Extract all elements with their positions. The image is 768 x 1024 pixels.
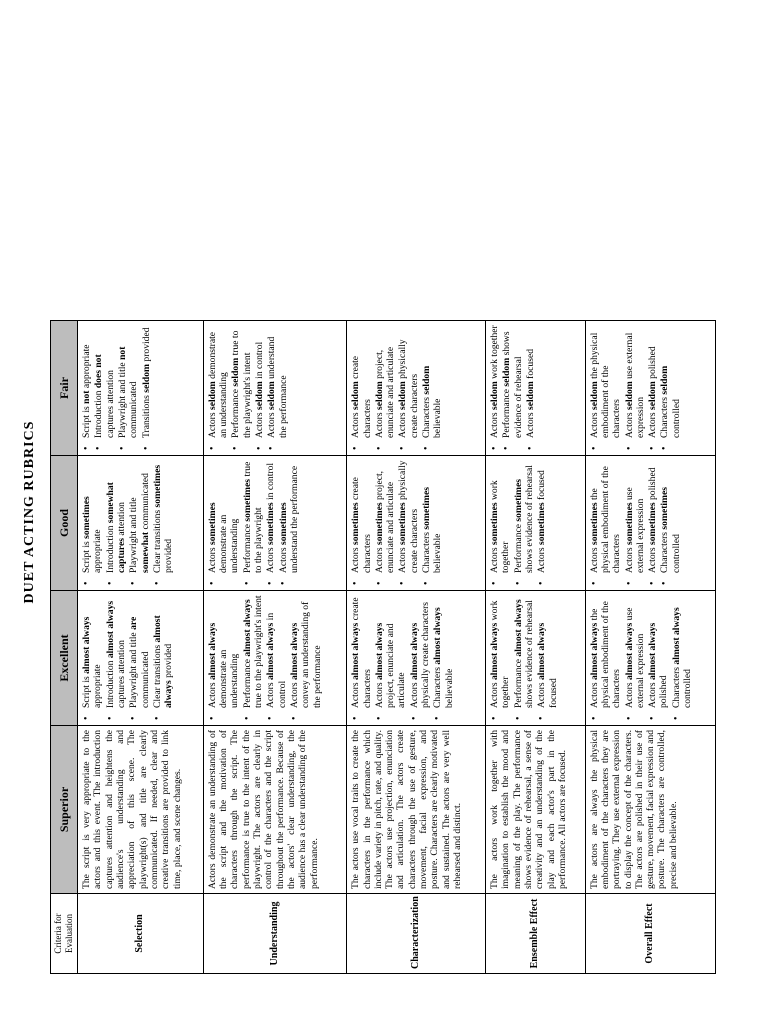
list-item [397, 460, 420, 573]
item-text: Script is [81, 538, 92, 573]
item-text: believable [432, 398, 444, 438]
item-text: the physical embodiment of the characters [588, 601, 623, 708]
emphasis-text: seldom [350, 381, 362, 411]
item-text: Actors [489, 545, 500, 573]
document-title: DUET ACTING RUBRICS [22, 420, 37, 604]
list-item [501, 325, 524, 438]
superior-description: The actors use vocal traits to create the characters in the performance which include variety in pitch, rate, and quality. The actors use projection, enunciation and articulation. The actors create characters through the use of gesture, movement, facial expression, and posture. Characters are clearly motivated and sustained. The actors are very well rehearsed and distinct. [347, 726, 486, 894]
list-item [489, 460, 512, 573]
emphasis-text: sometimes [397, 502, 409, 546]
item-text: Characters [659, 529, 671, 573]
item-text: Characters [421, 529, 433, 573]
superior-description: The actors are always the physical embodiment of the characters they are portraying. They use external expression to display the concept of the characters. The actors are polished in their use of gesture, movement, facial expression and posture. The characters are controlled, precise and believable. [585, 726, 715, 894]
item-text: Actors [350, 680, 362, 708]
item-text: Introduction [93, 388, 105, 438]
item-text: in control [254, 341, 265, 382]
list-item [278, 460, 301, 573]
emphasis-text: seldom [647, 381, 659, 411]
item-text: in control [265, 612, 288, 708]
emphasis-text: almost always [408, 622, 420, 681]
excellent-cell [203, 591, 346, 726]
emphasis-text: almost always [512, 599, 524, 657]
item-text: Script is [81, 403, 92, 438]
item-text: Actors [588, 410, 600, 438]
item-text: Actors [647, 410, 659, 438]
list-item [489, 325, 500, 438]
emphasis-text: almost always [241, 599, 253, 657]
item-text: Introduction [104, 523, 116, 573]
item-text: demonstrate an understanding [218, 514, 241, 573]
item-text: in control [265, 462, 277, 503]
item-text: work together [489, 325, 500, 382]
item-text: Actors [623, 545, 635, 573]
item-text: controlled [670, 399, 682, 438]
item-text: project, enunciate and articulate [373, 346, 397, 438]
good-cell [347, 456, 486, 591]
item-text: Actors [489, 410, 500, 438]
emphasis-text: almost always [206, 622, 218, 681]
list-item [421, 460, 444, 573]
item-text: Transitions [140, 392, 152, 438]
emphasis-text: seldom [421, 365, 433, 395]
item-text: work together [489, 480, 512, 573]
item-text: true to the playwright's intent [230, 330, 253, 438]
item-text: Performance [512, 656, 524, 708]
emphasis-text: sometimes [536, 502, 548, 546]
item-text: understand the performance [288, 465, 300, 573]
item-text: Script is [81, 673, 92, 708]
emphasis-text: seldom [623, 381, 635, 411]
item-text: Actors [288, 680, 300, 708]
list-item [589, 325, 623, 438]
emphasis-text: almost always [588, 622, 600, 681]
emphasis-text: almost always [489, 622, 500, 681]
list-item [265, 595, 288, 708]
bullet-list [81, 325, 152, 451]
emphasis-text: almost always [670, 607, 682, 665]
emphasis-text: sometimes [623, 502, 635, 546]
list-item [350, 595, 373, 708]
emphasis-text: seldom [266, 381, 278, 411]
item-text: Actors [373, 545, 385, 573]
list-item [624, 325, 647, 438]
list-item [93, 325, 116, 438]
item-text: understand the performance [266, 336, 289, 438]
item-text: provided [163, 538, 175, 573]
bullet-list [207, 325, 289, 451]
item-text: Performance [501, 386, 513, 438]
excellent-cell [78, 591, 204, 726]
list-item [374, 460, 397, 573]
list-item [647, 595, 670, 708]
fair-cell [203, 321, 346, 456]
item-text: communicated [139, 651, 151, 708]
item-text: Actors [489, 680, 500, 708]
excellent-cell [486, 591, 586, 726]
item-text: Actors [277, 545, 289, 573]
emphasis-text: almost always [265, 622, 277, 681]
excellent-cell [585, 591, 715, 726]
emphasis-text: almost always [151, 615, 175, 708]
emphasis-text: not [116, 346, 128, 360]
emphasis-text: seldom [140, 363, 152, 393]
criteria-cell: Selection [78, 894, 204, 974]
item-text: Actors [623, 680, 635, 708]
fair-cell [486, 321, 586, 456]
criteria-cell: Characterization [347, 894, 486, 974]
item-text: Performance [512, 521, 524, 573]
emphasis-text: sometimes [206, 502, 218, 546]
list-item [374, 595, 408, 708]
list-item [242, 595, 265, 708]
list-item [647, 325, 658, 438]
item-text: the physical embodiment of the characters [588, 332, 623, 438]
bullet-list [350, 325, 444, 451]
header-row [51, 21, 78, 974]
item-text: Actors [397, 545, 409, 573]
list-item [350, 460, 373, 573]
criteria-cell: Ensemble Effect [486, 894, 586, 974]
list-item [128, 595, 151, 708]
item-text: the physical embodiment of the characters [588, 466, 623, 573]
emphasis-text: somewhat captures [104, 482, 127, 573]
item-text: Playwright and title [128, 629, 140, 708]
good-cell [585, 456, 715, 591]
list-item [513, 460, 536, 573]
list-item [105, 595, 128, 708]
item-text: Clear transitions [151, 642, 163, 708]
item-text: Actors [350, 410, 362, 438]
item-text: Performance [241, 656, 253, 708]
bullet-list [350, 595, 455, 721]
list-item [397, 325, 420, 438]
item-text: demonstrate an understanding [218, 649, 241, 708]
bullet-list [207, 595, 323, 721]
emphasis-text: almost always [373, 622, 385, 681]
item-text: create characters [350, 355, 373, 438]
header-excellent: Excellent [51, 591, 78, 726]
criteria-cell: Overall Effect [585, 894, 715, 974]
list-item [525, 325, 536, 438]
item-text: physically create characters [420, 602, 432, 708]
fair-cell [347, 321, 486, 456]
item-text: polished [647, 346, 659, 382]
item-text: communicated [139, 473, 151, 532]
emphasis-text: seldom [489, 381, 500, 411]
list-item [659, 460, 682, 573]
item-text: Actors [373, 680, 385, 708]
list-item [489, 595, 512, 708]
emphasis-text: almost always [647, 622, 659, 681]
item-text: Actors [266, 410, 278, 438]
emphasis-text: seldom [588, 381, 600, 411]
list-item [350, 325, 373, 438]
list-item [265, 460, 276, 573]
item-text: focused [536, 470, 548, 503]
item-text: shows evidence of rehearsal [501, 331, 524, 438]
bullet-list [589, 325, 683, 451]
item-text: Actors [206, 545, 218, 573]
list-item [266, 325, 289, 438]
list-item [513, 595, 536, 708]
item-text: Characters [670, 664, 682, 708]
list-item [421, 325, 444, 438]
item-text: Characters [421, 394, 433, 438]
criteria-cell: Understanding [203, 894, 346, 974]
emphasis-text: seldom [254, 381, 265, 411]
item-text: appropriate [92, 529, 104, 573]
list-item [207, 460, 241, 573]
emphasis-text: seldom [397, 381, 409, 411]
superior-description: The actors work together with imagination to establish the mood and meaning of the play. The performance shows evidence of rehearsal, a sense of creativity and an understanding of the play and each actor's part in the performance. All actors are focused. [486, 726, 586, 894]
table-row [203, 21, 346, 974]
list-item [81, 595, 104, 708]
item-text: Actors [536, 545, 548, 573]
item-text: Actors [350, 545, 362, 573]
superior-description: The script is very appropriate to the actors and this event. The introduction captures attention and heightens the audience's understanding and appreciation of this scene. The playwright(s) and title are clearly communicated. If needed, clear and creative transitions are provided to link time, place, and scene changes. [78, 726, 204, 894]
emphasis-text: seldom [373, 381, 385, 411]
item-text: controlled [682, 669, 694, 708]
item-text: focused [547, 678, 559, 708]
list-item [152, 595, 175, 708]
bullet-list [350, 460, 444, 586]
item-text: Actors [206, 680, 218, 708]
list-item [409, 595, 432, 708]
list-item [105, 460, 128, 573]
emphasis-text: seldom [524, 381, 536, 411]
item-text: Playwright and title [128, 497, 140, 573]
item-text: Actors [397, 410, 409, 438]
emphasis-text: seldom [501, 357, 513, 387]
emphasis-text: sometimes [277, 502, 289, 546]
list-item [207, 325, 230, 438]
emphasis-text: not [81, 390, 92, 404]
list-item [81, 325, 92, 438]
emphasis-text: sometimes [588, 502, 600, 546]
item-text: Introduction [104, 658, 116, 708]
emphasis-text: sometimes [647, 502, 659, 546]
item-text: true to the playwright's intent [253, 595, 264, 708]
bullet-list [489, 595, 559, 721]
item-text: believable [432, 533, 444, 573]
item-text: Characters [659, 394, 671, 438]
list-item [128, 460, 151, 573]
good-cell [78, 456, 204, 591]
rubric-table [50, 20, 716, 974]
item-text: Actors [536, 680, 548, 708]
item-text: captures attention [115, 640, 127, 708]
item-text: use external expression [623, 487, 646, 573]
item-text: true to the playwright [241, 461, 264, 573]
item-text: controlled [670, 534, 682, 573]
good-cell [203, 456, 346, 591]
item-text: Actors [265, 680, 277, 708]
list-item [671, 595, 694, 708]
item-text: Actors [254, 410, 265, 438]
item-text: attention [115, 502, 127, 538]
item-text: polished [647, 467, 659, 503]
item-text: Actors [265, 545, 277, 573]
item-text: project, enunciate and articulate [373, 470, 397, 573]
emphasis-text: sometimes [241, 478, 253, 522]
emphasis-text: almost always [623, 622, 635, 681]
item-text: polished [658, 675, 670, 708]
list-item [254, 325, 265, 438]
emphasis-text: almost always [104, 600, 116, 659]
item-text: Actors [206, 410, 218, 438]
item-text: Actors [588, 545, 600, 573]
emphasis-text: sometimes [265, 502, 277, 546]
item-text: Actors [588, 680, 600, 708]
emphasis-text: almost always [81, 616, 92, 674]
item-text: physically create characters [397, 460, 420, 573]
emphasis-text: sometimes [489, 502, 500, 546]
emphasis-text: are [128, 616, 140, 630]
item-text: Actors [524, 410, 536, 438]
bullet-list [589, 595, 694, 721]
fair-cell [78, 321, 204, 456]
list-item [242, 460, 265, 573]
emphasis-text: sometimes [659, 486, 671, 530]
list-item [647, 460, 658, 573]
header-superior: Superior [51, 726, 78, 894]
item-text: work together [489, 600, 512, 708]
list-item [536, 460, 547, 573]
item-text: Actors [647, 680, 659, 708]
bullet-list [81, 460, 175, 586]
bullet-list [489, 325, 536, 451]
bullet-list [207, 460, 301, 586]
item-text: project, enunciate and articulate [385, 623, 408, 708]
item-text: convey an understanding of the performance [300, 601, 323, 708]
list-item [141, 325, 152, 438]
item-text: communicated [128, 381, 140, 438]
item-text: Actors [373, 410, 385, 438]
item-text: appropriate [92, 664, 104, 708]
table-row [347, 21, 486, 974]
emphasis-text: seldom [230, 357, 242, 387]
item-text: provided [163, 643, 175, 681]
item-text: Characters [432, 664, 444, 708]
list-item [207, 595, 241, 708]
table-row [78, 21, 204, 974]
table-row [585, 21, 715, 974]
fair-cell [585, 321, 715, 456]
rubric-body [78, 21, 716, 974]
list-item [659, 325, 682, 438]
item-text: create characters [350, 597, 373, 708]
list-item [536, 595, 559, 708]
item-text: shows evidence of rehearsal [523, 465, 535, 573]
list-item [152, 460, 175, 573]
emphasis-text: sometimes [512, 478, 524, 522]
list-item [624, 595, 647, 708]
item-text: create characters [350, 477, 373, 573]
emphasis-text: seldom [659, 365, 671, 395]
item-text: demonstrate an understanding [206, 331, 230, 438]
bullet-list [81, 595, 175, 721]
emphasis-text: sometimes [421, 486, 433, 530]
item-text: Actors [623, 410, 635, 438]
emphasis-text: almost always [432, 607, 444, 665]
list-item [117, 325, 140, 438]
table-row [486, 21, 586, 974]
emphasis-text: somewhat [139, 531, 151, 573]
item-text: appropriate [81, 344, 92, 391]
superior-description: Actors demonstrate an understanding of the script and the motivation of characters through the script. The performance is true to the intent of the playwright. The actors are clearly in control of the characters and the script throughout the performance. Because of the actors' clear understanding, the audience has a clear understanding of the performance. [203, 726, 346, 894]
item-text: focused [524, 349, 536, 382]
emphasis-text: seldom [206, 381, 218, 411]
emphasis-text: does not [93, 354, 105, 389]
emphasis-text: almost always [288, 622, 300, 681]
list-item [230, 325, 253, 438]
item-text: provided [140, 327, 152, 364]
header-fair: Fair [51, 321, 78, 456]
emphasis-text: sometimes [373, 502, 385, 546]
list-item [589, 460, 623, 573]
item-text: Performance [241, 521, 253, 573]
list-item [81, 460, 104, 573]
emphasis-text: sometimes [81, 496, 92, 539]
list-item [432, 595, 455, 708]
item-text: use external expression [623, 607, 646, 708]
bullet-list [489, 460, 548, 586]
header-good: Good [51, 456, 78, 591]
item-text: Playwright and title [116, 359, 128, 438]
emphasis-text: sometimes [350, 502, 362, 546]
item-text: captures attention [104, 370, 116, 438]
item-text: Actors [408, 680, 420, 708]
emphasis-text: sometimes [151, 464, 163, 508]
item-text: use external expression [623, 332, 646, 438]
item-text: believable [443, 668, 455, 708]
item-text: shows evidence of rehearsal [523, 600, 535, 708]
good-cell [486, 456, 586, 591]
emphasis-text: almost always [350, 622, 362, 681]
emphasis-text: almost always [536, 622, 548, 681]
item-text: physically create characters [397, 339, 420, 438]
item-text: Clear transitions [151, 507, 163, 573]
list-item [624, 460, 647, 573]
list-item [374, 325, 397, 438]
bullet-list [589, 460, 683, 586]
item-text: Performance [230, 386, 242, 438]
list-item [289, 595, 323, 708]
item-text: Actors [647, 545, 659, 573]
header-criteria: Criteria for Evaluation [51, 894, 78, 974]
excellent-cell [347, 591, 486, 726]
list-item [589, 595, 623, 708]
